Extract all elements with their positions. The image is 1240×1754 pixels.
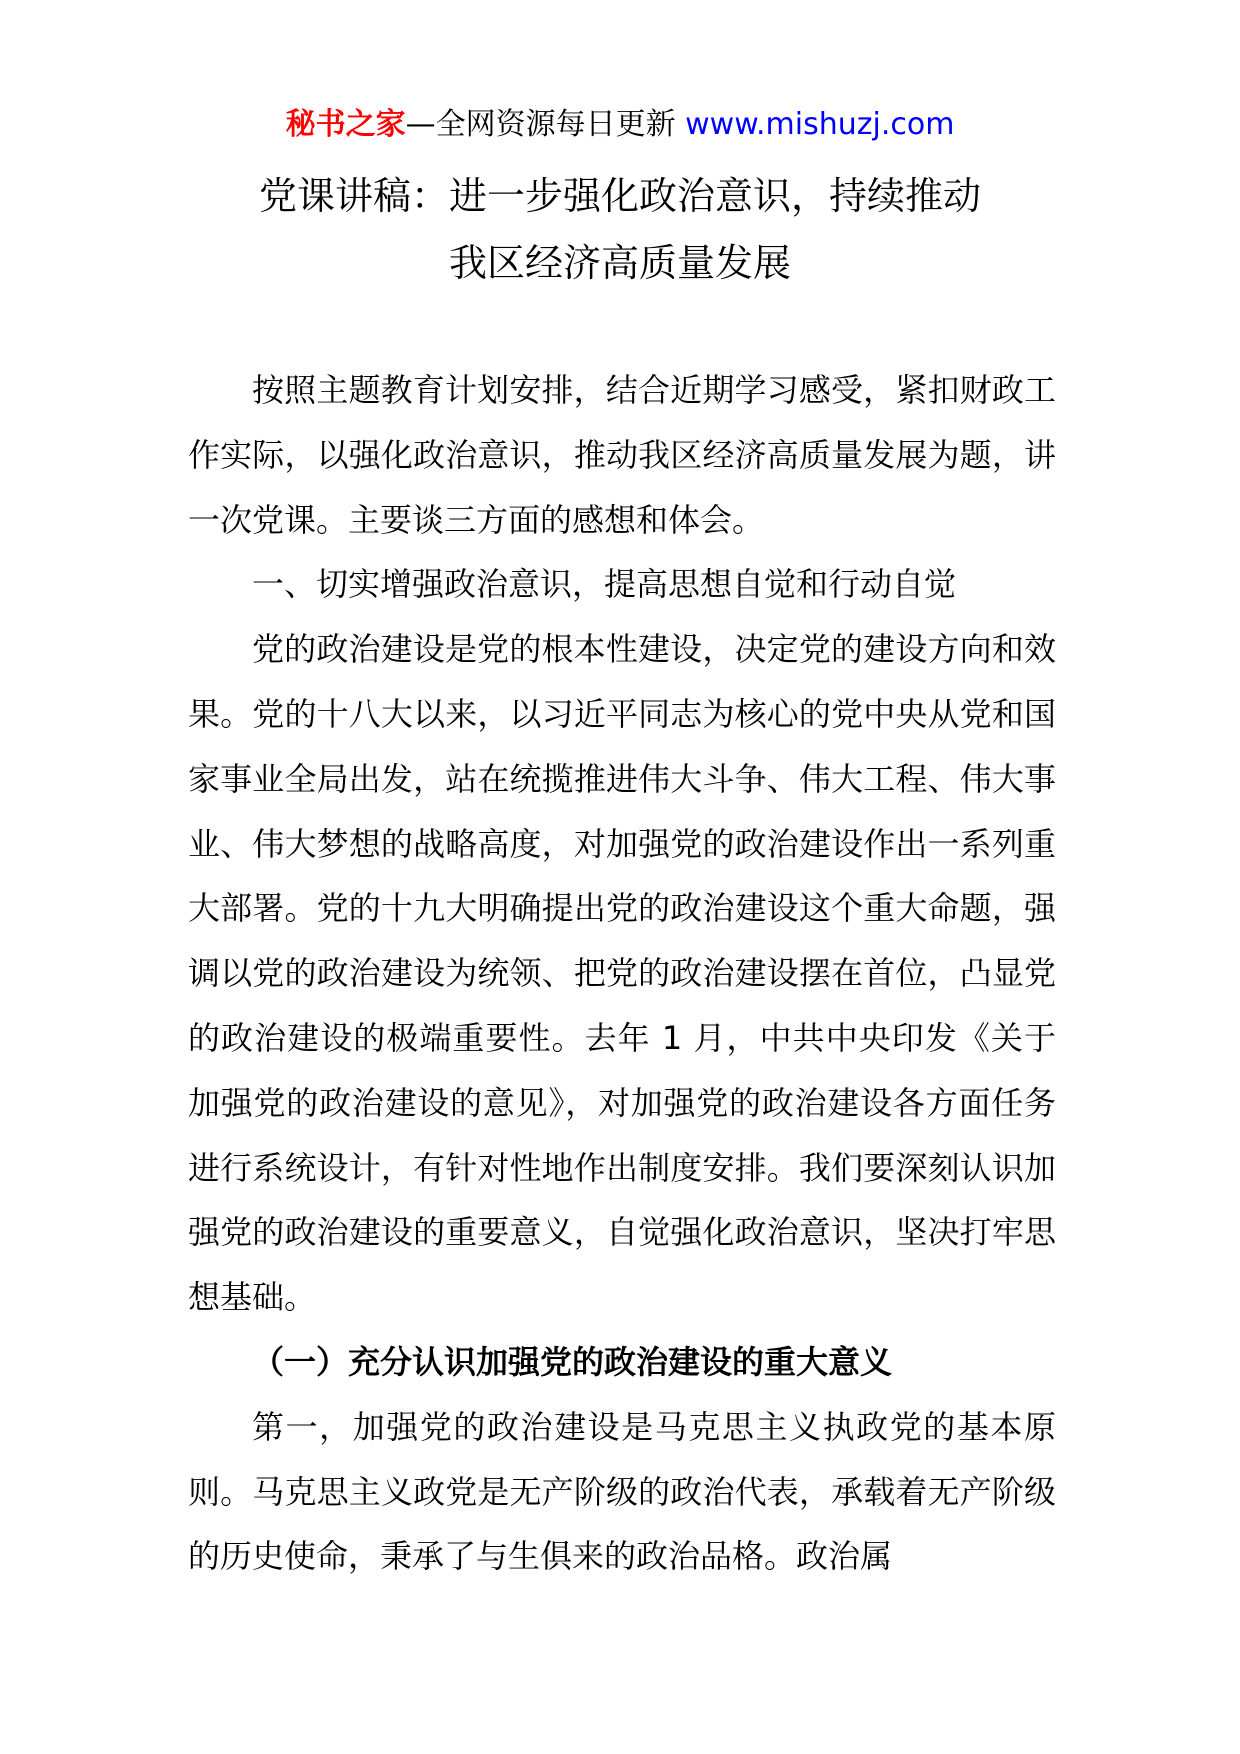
document-title-line-1: 党课讲稿：进一步强化政治意识，持续推动 [258,174,981,218]
document-title [100,163,1140,297]
subsection-1-heading: （一）充分认识加强党的政治建设的重大意义 [252,1342,893,1381]
site-brand: 秘书之家 [285,107,406,142]
section-1-heading: 一、切实增强政治意识，提高思想自觉和行动自觉 [252,565,957,604]
site-banner [0,103,1240,147]
site-slogan: —全网资源每日更新 [405,107,686,142]
section-1-paragraph: 党的政治建设是党的根本性建设，决定党的建设方向和效果。党的十八大以来，以习近平同志为核心的党中央从党和国家事业全局出发，站在统揽推进伟大斗争、伟大工程、伟大事业、伟大梦想的战略高度，对加强党的政治建设作出一系列重大部署。党的十九大明确提出党的政治建设这个重大命题，强调以党的政治建设为统领、把党的政治建设摆在首位，凸显党的政治建设的极端重要性。去年 1 月，中共中央印发《关于加强党的政治建设的意见》，对加强党的政治建设各方面任务进行系统设计，有针对性地作出制度安排。我们要深刻认识加强党的政治建设的重要意义，自觉强化政治意识，坚决打牢思想基础。 [188,630,1056,1317]
document-body [188,358,1056,1589]
document-title-line-2: 我区经济高质量发展 [448,241,791,285]
subsection-1-paragraph: 第一，加强党的政治建设是马克思主义执政党的基本原则。马克思主义政党是无产阶级的政治代表，承载着无产阶级的历史使命，秉承了与生俱来的政治品格。政治属 [188,1407,1056,1576]
site-url-link[interactable]: www.mishuzj.com [685,107,955,142]
intro-paragraph: 按照主题教育计划安排，结合近期学习感受，紧扣财政工作实际，以强化政治意识，推动我区经济高质量发展为题，讲一次党课。主要谈三方面的感想和体会。 [188,371,1056,539]
